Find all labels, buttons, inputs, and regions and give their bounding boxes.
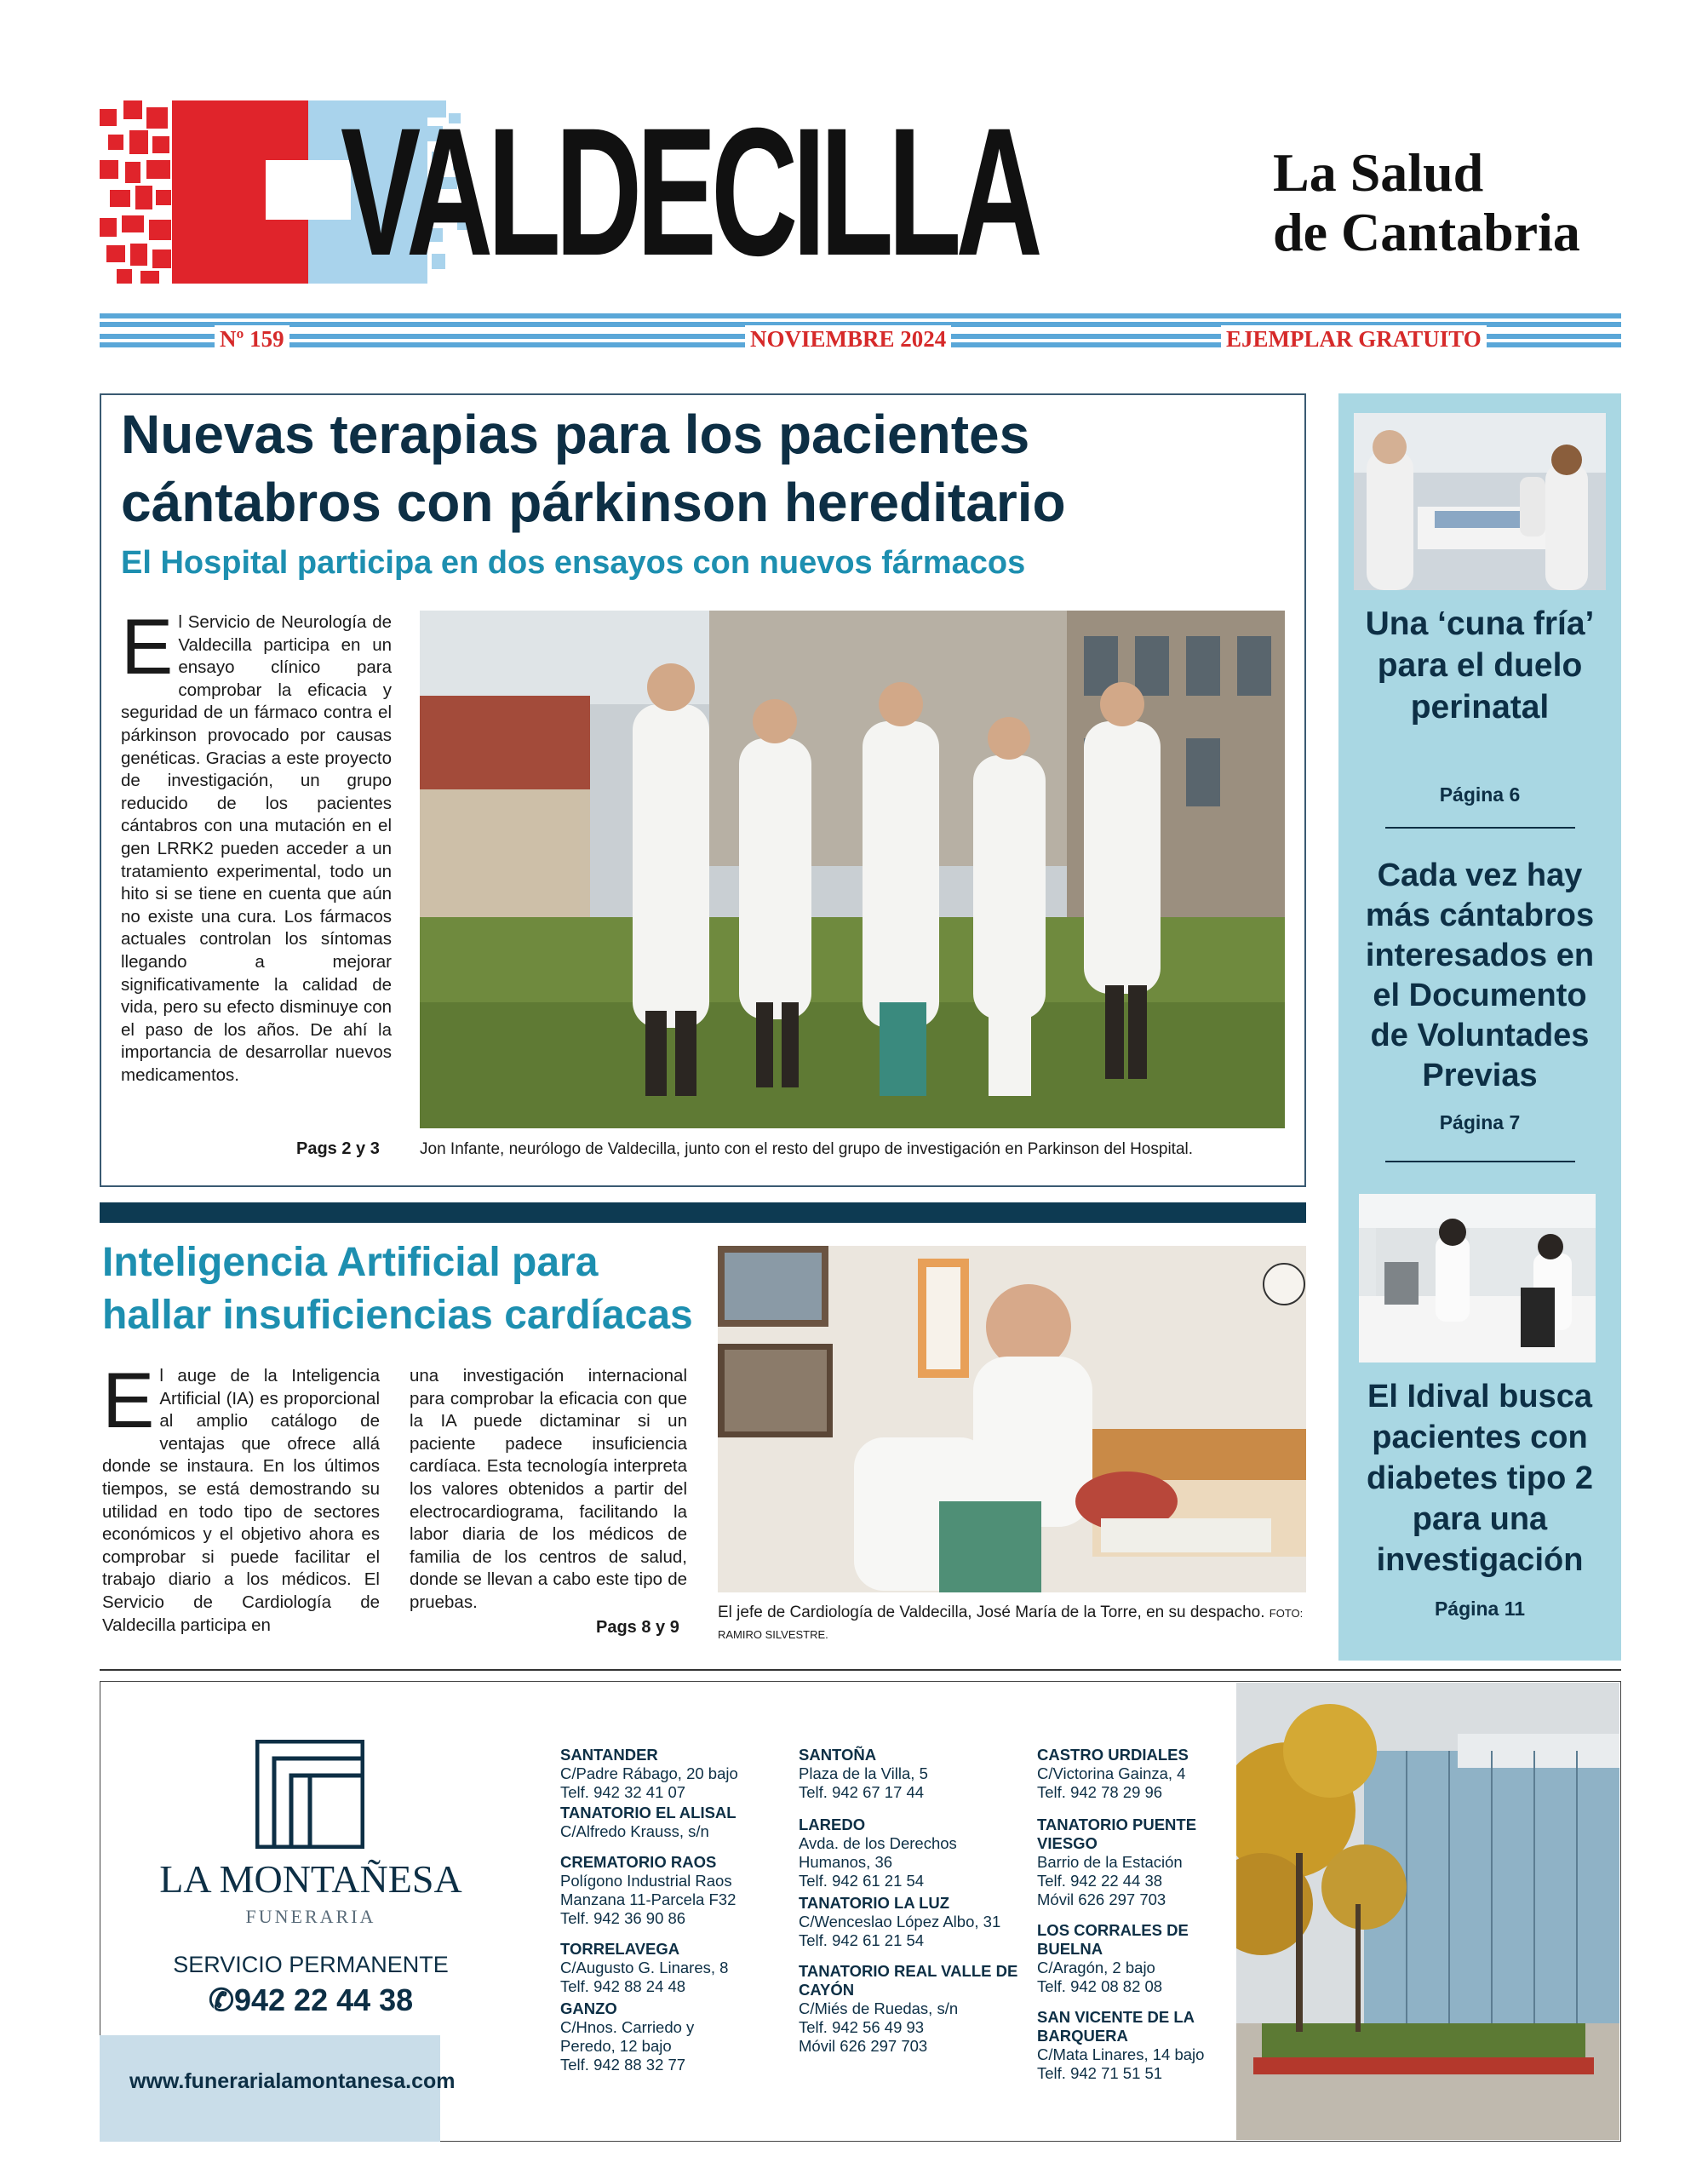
second-headline-line1: Inteligencia Artificial para xyxy=(102,1240,599,1285)
ad-phone-block[interactable] xyxy=(132,1982,490,2018)
second-body-col2 xyxy=(410,1365,687,1615)
ad-addresses-col3 xyxy=(1037,1746,1241,2090)
ad-address: TORRELAVEGA C/Augusto G. Linares, 8 Telf. 942 88 24 48 xyxy=(560,1940,729,1995)
phone-icon: ✆ xyxy=(208,1982,234,2017)
main-headline[interactable]: Nuevas terapias para los pacientes cántabros con párkinson hereditario xyxy=(121,404,1066,533)
main-pages-ref[interactable]: Pags 2 y 3 xyxy=(296,1139,380,1158)
ad-building-photo xyxy=(1236,1683,1619,2140)
ad-address: TANATORIO LA LUZ C/Wenceslao López Albo, 31 Telf. 942 61 21 54 xyxy=(799,1894,1001,1949)
masthead-subtitle xyxy=(1273,143,1580,262)
ad-address: SANTOÑA Plaza de la Villa, 5 Telf. 942 67 17 44 xyxy=(799,1746,928,1801)
second-headline-line2: hallar insuficiencias cardíacas xyxy=(102,1293,693,1338)
second-body-col1-text: l auge de la Inteligencia Artificial (IA) es proporcional al amplio catálogo de ventajas que ofrece allá donde se instaura. En los últimos tiempos, se está demostrando su utilidad en todo tipo de sectores económicos y el objetivo ahora es comprobar si puede facilitar el trabajo diario a los médicos. El Servicio de Cardiología de Valdecilla participa en xyxy=(102,1366,380,1635)
main-photo xyxy=(420,611,1285,1128)
issue-number: Nº 159 xyxy=(215,325,289,353)
ad-addresses-col2 xyxy=(799,1746,1029,2062)
sidebar-item-3-title[interactable]: El Idival busca pacientes con diabetes tipo 2 para una investigación xyxy=(1366,1379,1594,1578)
masthead-title: VALDECILLA xyxy=(341,90,1037,294)
ad-address: GANZO C/Hnos. Carriedo y Peredo, 12 bajo Telf. 942 88 32 77 xyxy=(560,1999,695,2074)
drop-cap: E xyxy=(102,1357,155,1444)
ad-address: SAN VICENTE DE LA BARQUERA C/Mata Linares, 14 bajo Telf. 942 71 51 51 xyxy=(1037,2008,1205,2082)
issue-price: EJEMPLAR GRATUITO xyxy=(1221,325,1487,353)
ad-address: TANATORIO REAL VALLE DE CAYÓN C/Miés de Ruedas, s/n Telf. 942 56 49 93 Móvil 626 297 703 xyxy=(799,1962,1018,2055)
drop-cap: E xyxy=(121,604,174,691)
second-body-col1 xyxy=(102,1357,380,1637)
ad-address: SANTANDER C/Padre Rábago, 20 bajo Telf. 942 32 41 07 xyxy=(560,1746,738,1801)
ad-address: LAREDO Avda. de los Derechos Humanos, 36 Telf. 942 61 21 54 xyxy=(799,1816,957,1890)
masthead-subtitle-line1: La Salud xyxy=(1273,142,1484,203)
sidebar-item-2-title[interactable]: Cada vez hay más cántabros interesados en el Documento de Voluntades Previas xyxy=(1365,858,1595,1093)
sidebar-item-2-page[interactable]: Página 7 xyxy=(1439,1111,1521,1133)
ad-brand-sub: FUNERARIA xyxy=(245,1906,376,1927)
sidebar-divider xyxy=(1385,827,1575,829)
sidebar-item-1-title[interactable]: Una ‘cuna fría’ para el duelo perinatal xyxy=(1365,605,1595,726)
main-photo-caption: Jon Infante, neurólogo de Valdecilla, junto con el resto del grupo de investigación en Parkinson del Hospital. xyxy=(420,1140,1194,1158)
main-body-text: l Servicio de Neurología de Valdecilla participa en un ensayo clínico para comprobar la eficacia y seguridad de un fármaco contra el párkinson provocado por causas genéticas. Gracias a este proyecto de investigación, un grupo reducido de los pacientes cántabros con una mutación en el gen LRRK2 pueden acceder a un tratamiento experimental, todo un hito si se tiene en cuenta que aún no existe una cura. Los fármacos actuales controlan los síntomas llegando a mejorar significativamente la calidad de vida, pero su efecto disminuye con el paso de los años. De ahí la importancia de desarrollar nuevos medicamentos. xyxy=(121,612,392,1085)
second-photo-caption xyxy=(718,1603,1306,1645)
ad-address: CREMATORIO RAOS Polígono Industrial Raos Manzana 11-Parcela F32 Telf. 942 36 90 86 xyxy=(560,1853,737,1927)
main-subhead: El Hospital participa en dos ensayos con nuevos fármacos xyxy=(121,545,1026,581)
ad-phone: 942 22 44 38 xyxy=(233,1982,414,2017)
sidebar-divider xyxy=(1385,1161,1575,1162)
sidebar-item-1-page[interactable]: Página 6 xyxy=(1439,783,1521,806)
second-photo xyxy=(718,1246,1306,1592)
funeraria-logo-icon xyxy=(255,1740,364,1849)
sidebar-item-3-page[interactable]: Página 11 xyxy=(1434,1598,1526,1620)
second-body-col2-text: una investigación internacional para comprobar la eficacia con que la IA puede dictaminar si un paciente padece insuficiencia cardíaca. Esta tecnología interpreta los valores obtenidos a partir del electrocardiograma, facilitando la labor diaria de los médicos de familia de los centros de salud, donde se llevan a cabo este tipo de pruebas. xyxy=(410,1366,687,1612)
masthead-strip xyxy=(100,313,1621,318)
sidebar-photo-2 xyxy=(1359,1194,1596,1362)
second-photo-caption-text: El jefe de Cardiología de Valdecilla, José María de la Torre, en su despacho. xyxy=(718,1603,1265,1621)
ad-address: TANATORIO PUENTE VIESGO Barrio de la Estación Telf. 942 22 44 38 Móvil 626 297 703 xyxy=(1037,1816,1197,1908)
main-body xyxy=(121,604,392,1087)
ad-address: CASTRO URDIALES C/Victorina Gainza, 4 Telf. 942 78 29 96 xyxy=(1037,1746,1189,1801)
ad-service: SERVICIO PERMANENTE xyxy=(173,1952,449,1977)
second-headline[interactable] xyxy=(102,1236,693,1342)
ad-website[interactable]: www.funerarialamontanesa.com xyxy=(129,2069,456,2093)
masthead-subtitle-line2: de Cantabria xyxy=(1273,202,1580,262)
ad-address: TANATORIO EL ALISAL C/Alfredo Krauss, s/n xyxy=(560,1804,737,1840)
ad-address: LOS CORRALES DE BUELNA C/Aragón, 2 bajo Telf. 942 08 82 08 xyxy=(1037,1921,1189,1995)
section-bar xyxy=(100,1202,1306,1223)
ad-brand: LA MONTAÑESA xyxy=(159,1857,462,1901)
second-pages-ref[interactable]: Pags 8 y 9 xyxy=(596,1618,679,1637)
sidebar-photo-1 xyxy=(1354,413,1606,590)
ad-top-rule xyxy=(100,1669,1621,1671)
photo-credit: FOTO: RAMIRO SILVESTRE. xyxy=(718,1607,1304,1641)
ad-addresses-col1 xyxy=(560,1746,782,2081)
issue-date: NOVIEMBRE 2024 xyxy=(745,325,951,353)
